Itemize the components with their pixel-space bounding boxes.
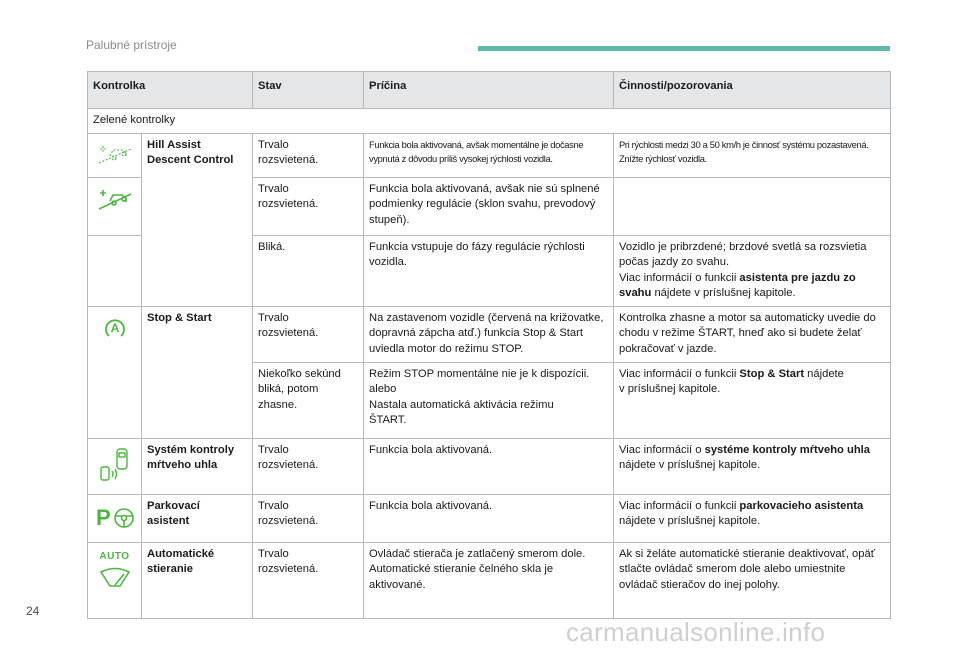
col-header-stav: Stav [253, 72, 364, 109]
park-assist-name: Parkovací asistent [142, 494, 253, 542]
table-group-row [88, 109, 891, 134]
section-title: Palubné prístroje [86, 38, 177, 52]
hill-descent-icon [95, 186, 135, 212]
group-label: Zelené kontrolky [88, 109, 891, 134]
blind-spot-action-pre: Viac informácií o [619, 443, 705, 456]
hill-descent-dim-icon [95, 142, 135, 166]
table-row [88, 306, 891, 362]
col-header-pricina: Príčina [364, 72, 614, 109]
hill-assist-action-3 [614, 235, 891, 306]
stop-start-icon-letter: A [110, 320, 119, 335]
stop-start-action-2-post: nájdete v príslušnej kapitole. [619, 367, 844, 395]
hill-assist-icon-cell-3 [88, 235, 142, 306]
hill-assist-cause-1: Funkcia bola aktivovaná, avšak momentálne je dočasne vypnutá z dôvodu príliš vysokej rýchlosti vozidla. [364, 133, 614, 177]
hill-assist-cause-2: Funkcia bola aktivovaná, avšak nie sú splnené podmienky regulácie (sklon svahu, prevodový stupeň). [364, 177, 614, 235]
park-assist-action-bold: parkovacieho asistenta [739, 499, 864, 512]
stop-start-action-2-pre: Viac informácií o funkcii [619, 367, 740, 380]
park-assist-action [614, 494, 891, 542]
watermark: carmanualsonline.info [566, 617, 826, 647]
park-assist-icon-letter: P [95, 504, 111, 530]
col-header-kontrolka: Kontrolka [88, 72, 253, 109]
section-accent-bar [478, 46, 890, 51]
auto-wiper-action: Ak si želáte automatické stieranie deaktivovať, opäť stlačte ovládač smerom dole alebo umiestnite ovládač stieračov do inej polohy. [614, 542, 891, 618]
page-number: 24 [26, 604, 40, 618]
blind-spot-cause: Funkcia bola aktivovaná. [364, 438, 614, 494]
col-header-cinnosti: Činnosti/pozorovania [614, 72, 891, 109]
stop-start-state-1: Trvalo rozsvietená. [253, 306, 364, 362]
blind-spot-action [614, 438, 891, 494]
hill-assist-icon-cell-2 [88, 177, 142, 235]
table-row [88, 438, 891, 494]
auto-wiper-cause: Ovládač stierača je zatlačený smerom dole. Automatické stieranie čelného skla je aktivované. [364, 542, 614, 618]
hill-assist-action-3-post: nájdete v príslušnej kapitole. [651, 287, 796, 299]
park-assist-state: Trvalo rozsvietená. [253, 494, 364, 542]
table-row [88, 542, 891, 618]
blind-spot-action-bold: systéme kontroly mŕtveho uhla [704, 443, 870, 456]
stop-start-action-2 [614, 362, 891, 438]
blind-spot-state: Trvalo rozsvietená. [253, 438, 364, 494]
hill-assist-action-1: Pri rýchlosti medzi 30 a 50 km/h je činnosť systému pozastavená. Znížte rýchlosť vozidla. [614, 133, 891, 177]
park-assist-icon-cell [88, 494, 142, 542]
hill-assist-state-1: Trvalo rozsvietená. [253, 133, 364, 177]
indicator-table [87, 71, 891, 619]
auto-wiper-state: Trvalo rozsvietená. [253, 542, 364, 618]
auto-wiper-icon-label: AUTO [99, 550, 130, 562]
hill-assist-action-2 [614, 177, 891, 235]
stop-start-action-2-bold: Stop & Start [739, 367, 805, 380]
park-assist-action-pre: Viac informácií o funkcii [619, 499, 740, 512]
table-header-row [88, 72, 891, 109]
hill-assist-cause-3: Funkcia vstupuje do fázy regulácie rýchlosti vozidla. [364, 235, 614, 306]
blind-spot-name: Systém kontroly mŕtveho uhla [142, 438, 253, 494]
hill-assist-action-3-pre: Vozidlo je pribrzdené; brzdové svetlá sa rozsvietia počas jazdy zo svahu. Viac informácií o funkcii [619, 240, 867, 284]
table-row [88, 133, 891, 177]
park-assist-action-post: nájdete v príslušnej kapitole. [619, 515, 761, 527]
auto-wiper-name: Automatické stieranie [142, 542, 253, 618]
hill-assist-name: Hill Assist Descent Control [142, 133, 253, 306]
blind-spot-icon [95, 447, 135, 483]
table-row [88, 494, 891, 542]
hill-assist-icon-cell [88, 133, 142, 177]
stop-start-cause-1: Na zastavenom vozidle (červená na križovatke, dopravná zápcha atď.) funkcia Stop & Start uviedla motor do režimu STOP. [364, 306, 614, 362]
blind-spot-action-post: nájdete v príslušnej kapitole. [619, 459, 761, 471]
park-assist-cause: Funkcia bola aktivovaná. [364, 494, 614, 542]
stop-start-icon-cell [88, 306, 142, 438]
blind-spot-icon-cell [88, 438, 142, 494]
hill-assist-state-3: Bliká. [253, 235, 364, 306]
stop-start-icon [102, 315, 128, 341]
auto-wiper-icon [98, 566, 132, 590]
stop-start-state-2: Niekoľko sekúnd bliká, potom zhasne. [253, 362, 364, 438]
park-assist-icon [94, 503, 136, 531]
stop-start-action-1: Kontrolka zhasne a motor sa automaticky uvedie do chodu v režime ŠTART, hneď ako si budete želať pokračovať v jazde. [614, 306, 891, 362]
hill-assist-state-2: Trvalo rozsvietená. [253, 177, 364, 235]
hill-assist-action-3-bold: asistenta pre jazdu zo svahu [619, 271, 856, 299]
stop-start-name: Stop & Start [142, 306, 253, 438]
auto-wiper-icon-cell [88, 542, 142, 618]
stop-start-cause-2: Režim STOP momentálne nie je k dispozícii. alebo Nastala automatická aktivácia režimu ŠTART. [364, 362, 614, 438]
